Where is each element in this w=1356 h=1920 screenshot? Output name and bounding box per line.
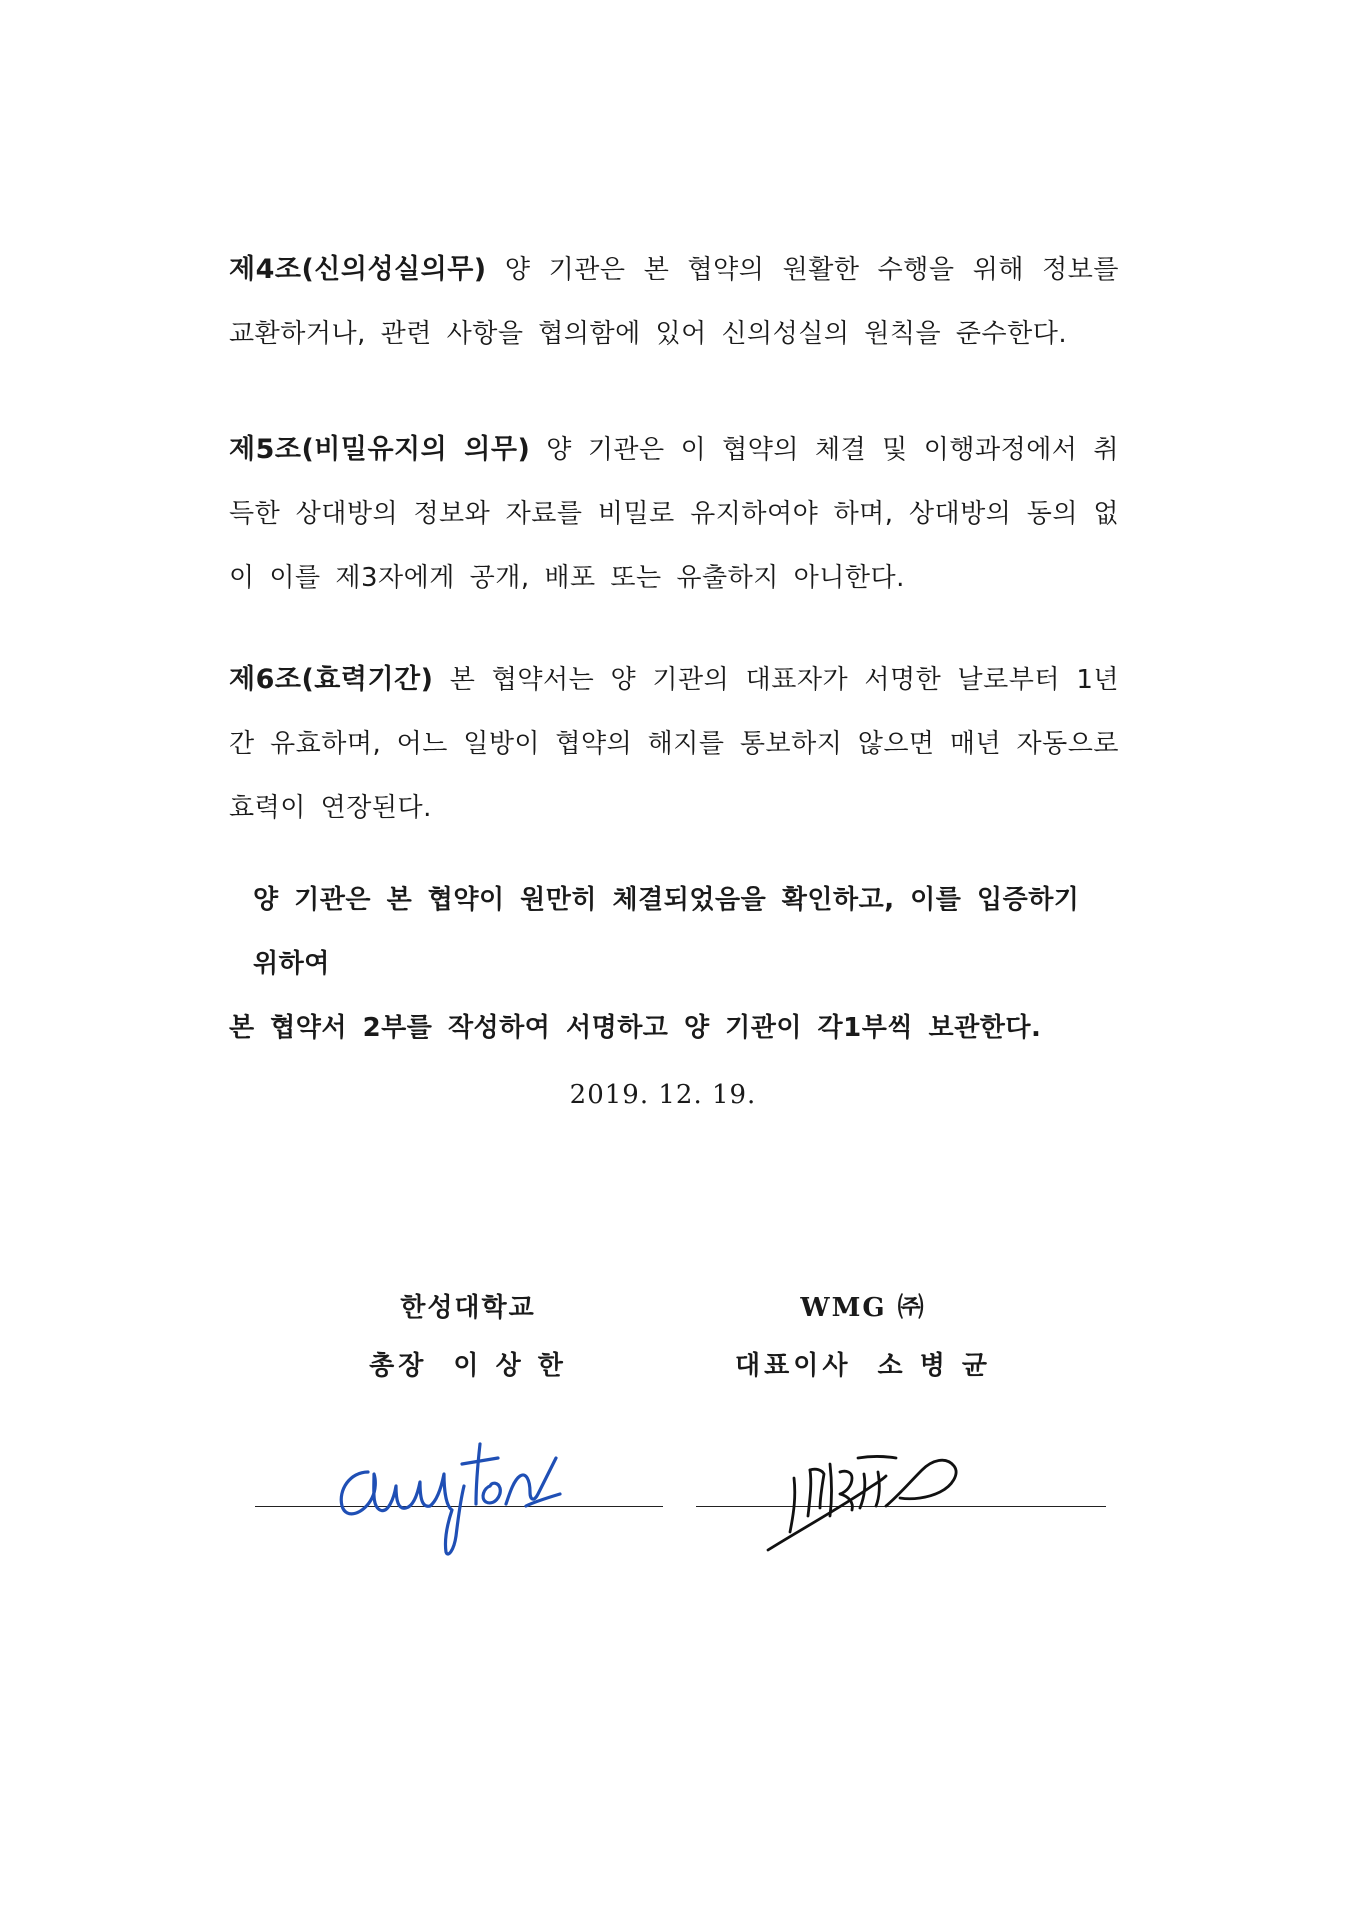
- closing-line-1: 양 기관은 본 협약이 원만히 체결되었음을 확인하고, 이를 입증하기 위하여: [253, 885, 1080, 979]
- party-right-representative: 대표이사 소 병 균: [734, 1351, 992, 1381]
- article-6-heading: 제6조(효력기간): [229, 664, 434, 695]
- article-5-text: 양 기관은 이 협약의 체결 및 이행과정에서 취득한 상대방의 정보와 자료를 비밀로 유지하여야 하며, 상대방의 동의 없이 이를 제3자에게 공개, 배포 또는 유출하지 아니한다.: [229, 435, 1119, 593]
- article-4-text: 양 기관은 본 협약의 원활한 수행을 위해 정보를 교환하거나, 관련 사항을 협의함에 있어 신의성실의 원칙을 준수한다.: [229, 255, 1119, 349]
- signature-left: [330, 1410, 570, 1560]
- party-left-representative: 총장 이 상 한: [369, 1351, 567, 1381]
- party-right: [653, 1282, 1073, 1392]
- closing-line-2: 본 협약서 2부를 작성하여 서명하고 양 기관이 각1부씩 보관한다.: [229, 1013, 1042, 1043]
- party-right-organization: WMG ㈜: [800, 1293, 926, 1323]
- article-5: [229, 418, 1119, 610]
- article-5-heading: 제5조(비밀유지의 의무): [229, 434, 531, 465]
- article-6-text: 본 협약서는 양 기관의 대표자가 서명한 날로부터 1년간 유효하며, 어느 일방이 협약의 해지를 통보하지 않으면 매년 자동으로 효력이 연장된다.: [229, 665, 1119, 823]
- article-4: [229, 238, 1119, 366]
- article-6: [229, 648, 1119, 840]
- signing-date: 2019. 12. 19.: [569, 1080, 757, 1110]
- party-left: [258, 1282, 678, 1392]
- closing-statement: [229, 868, 1119, 1060]
- article-4-heading: 제4조(신의성실의무): [229, 254, 487, 285]
- party-left-organization: 한성대학교: [400, 1293, 536, 1323]
- signature-right: [760, 1412, 1000, 1562]
